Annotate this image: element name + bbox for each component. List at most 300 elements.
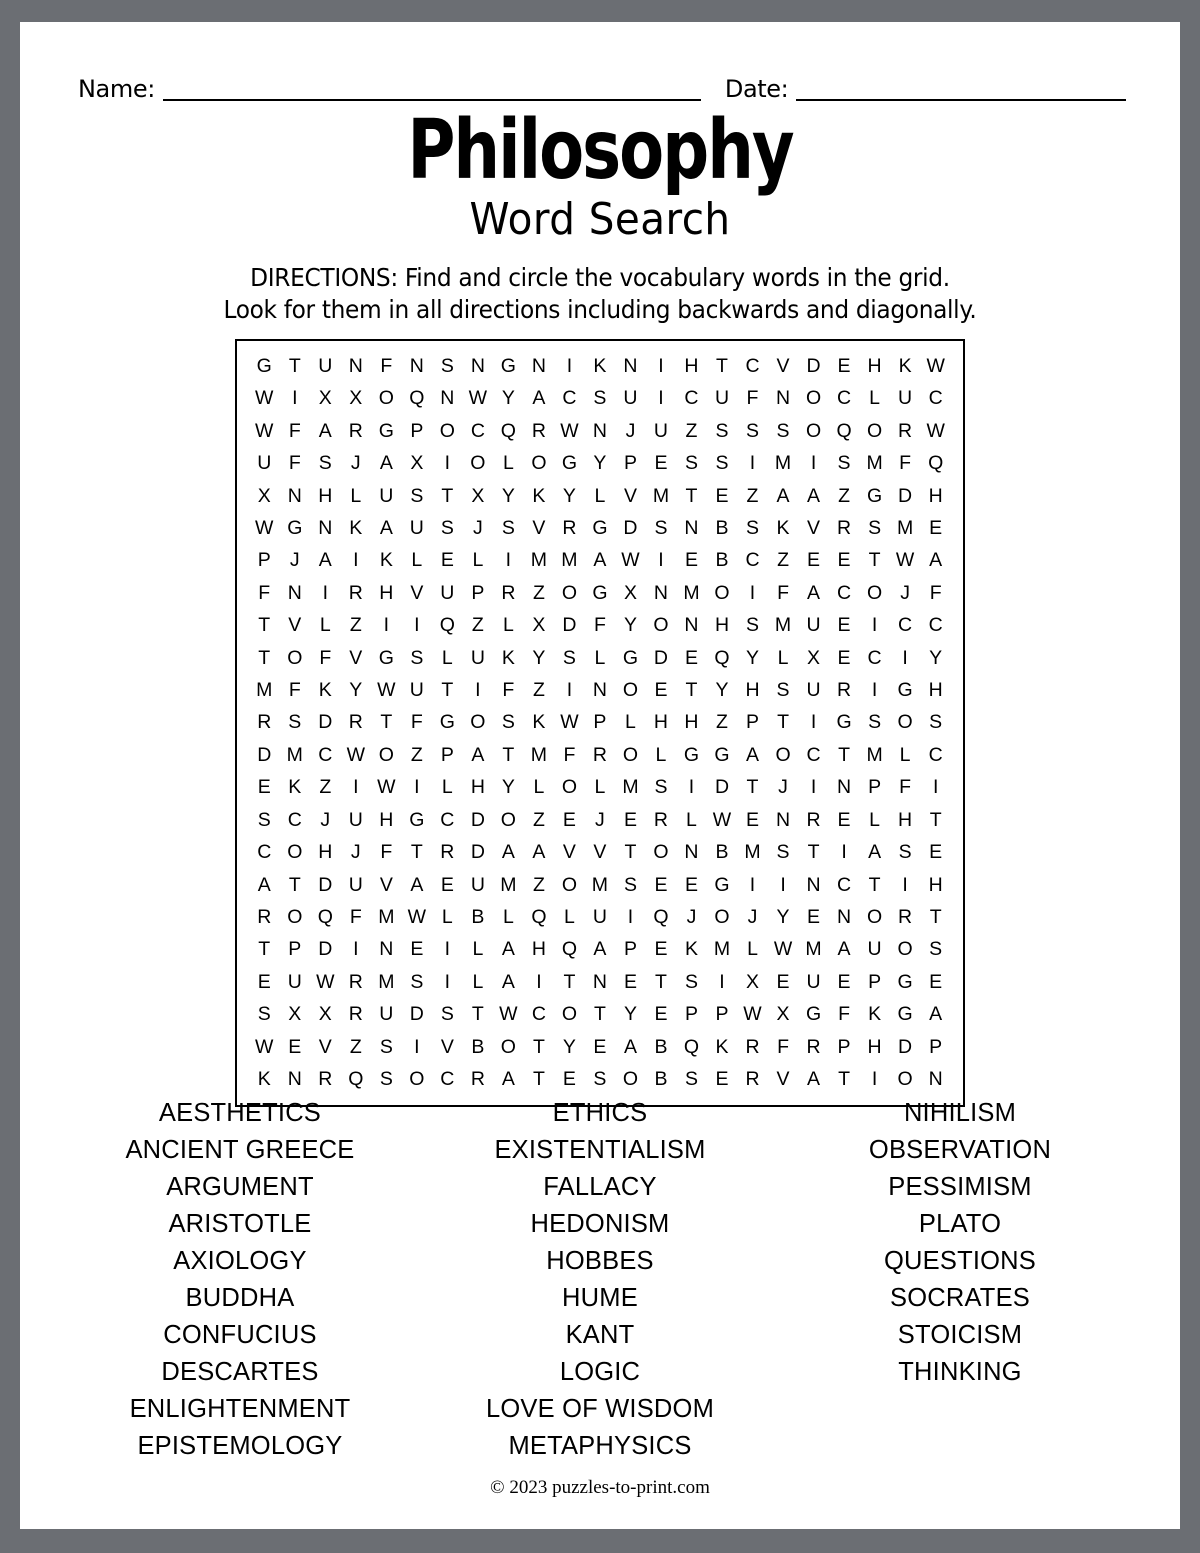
- letter-cell[interactable]: F: [777, 581, 789, 604]
- letter-cell[interactable]: U: [287, 970, 302, 993]
- letter-cell[interactable]: U: [409, 679, 424, 702]
- letter-cell[interactable]: R: [470, 1067, 485, 1090]
- letter-cell[interactable]: P: [471, 581, 485, 604]
- word-list-item[interactable]: SOCRATES: [890, 1284, 1030, 1312]
- letter-cell[interactable]: A: [593, 938, 607, 961]
- letter-cell[interactable]: D: [806, 355, 821, 377]
- letter-cell[interactable]: I: [353, 549, 359, 572]
- letter-cell[interactable]: E: [288, 1035, 302, 1058]
- letter-cell[interactable]: Z: [777, 549, 789, 572]
- letter-cell[interactable]: I: [719, 970, 725, 993]
- word-list-item[interactable]: HEDONISM: [530, 1210, 670, 1238]
- letter-cell[interactable]: S: [257, 1003, 271, 1026]
- letter-cell[interactable]: Z: [746, 484, 759, 507]
- letter-cell[interactable]: D: [318, 938, 333, 961]
- letter-cell[interactable]: A: [501, 1067, 515, 1090]
- letter-cell[interactable]: K: [898, 355, 912, 377]
- letter-cell[interactable]: H: [379, 581, 394, 604]
- letter-cell[interactable]: G: [378, 646, 394, 669]
- letter-cell[interactable]: Z: [838, 484, 851, 507]
- letter-cell[interactable]: D: [470, 808, 485, 831]
- letter-cell[interactable]: R: [562, 517, 577, 540]
- letter-cell[interactable]: A: [593, 549, 607, 572]
- letter-cell[interactable]: H: [928, 484, 943, 507]
- letter-cell[interactable]: U: [379, 484, 394, 507]
- letter-cell[interactable]: O: [287, 841, 303, 864]
- letter-cell[interactable]: F: [288, 419, 301, 442]
- letter-cell[interactable]: E: [654, 873, 668, 896]
- letter-cell[interactable]: F: [288, 452, 301, 475]
- letter-cell[interactable]: C: [440, 1067, 455, 1090]
- letter-cell[interactable]: N: [379, 938, 394, 961]
- letter-cell[interactable]: Z: [319, 776, 332, 799]
- letter-cell[interactable]: S: [715, 419, 729, 442]
- letter-cell[interactable]: G: [714, 873, 730, 896]
- letter-cell[interactable]: A: [807, 1067, 821, 1090]
- letter-cell[interactable]: U: [348, 808, 363, 831]
- letter-cell[interactable]: J: [350, 841, 361, 864]
- letter-cell[interactable]: F: [380, 355, 393, 377]
- letter-cell[interactable]: O: [622, 679, 639, 702]
- letter-cell[interactable]: L: [472, 970, 484, 993]
- letter-cell[interactable]: Z: [716, 711, 728, 734]
- letter-cell[interactable]: A: [868, 841, 882, 864]
- letter-cell[interactable]: S: [654, 776, 668, 799]
- letter-cell[interactable]: I: [627, 905, 634, 928]
- letter-cell[interactable]: M: [683, 581, 700, 604]
- letter-cell[interactable]: J: [472, 517, 483, 540]
- letter-cell[interactable]: X: [318, 387, 332, 410]
- letter-cell[interactable]: J: [350, 452, 361, 475]
- letter-cell[interactable]: T: [838, 743, 851, 766]
- letter-cell[interactable]: A: [837, 938, 851, 961]
- letter-cell[interactable]: W: [255, 517, 274, 540]
- letter-cell[interactable]: N: [684, 614, 699, 637]
- letter-cell[interactable]: X: [318, 1003, 332, 1026]
- letter-cell[interactable]: Q: [439, 614, 455, 637]
- letter-cell[interactable]: F: [349, 905, 362, 928]
- letter-cell[interactable]: R: [592, 743, 607, 766]
- letter-cell[interactable]: L: [411, 549, 423, 572]
- letter-cell[interactable]: A: [807, 484, 821, 507]
- letter-cell[interactable]: N: [440, 387, 455, 410]
- letter-cell[interactable]: S: [746, 419, 760, 442]
- letter-cell[interactable]: O: [500, 1035, 516, 1058]
- letter-cell[interactable]: M: [378, 905, 395, 928]
- letter-cell[interactable]: B: [654, 1035, 668, 1058]
- letter-cell[interactable]: O: [653, 841, 669, 864]
- letter-cell[interactable]: X: [807, 646, 821, 669]
- letter-cell[interactable]: F: [899, 776, 912, 799]
- letter-cell[interactable]: C: [898, 614, 913, 637]
- letter-cell[interactable]: G: [500, 355, 516, 377]
- letter-cell[interactable]: G: [683, 743, 700, 766]
- letter-cell[interactable]: V: [440, 1035, 454, 1058]
- letter-cell[interactable]: Y: [623, 614, 637, 637]
- letter-cell[interactable]: V: [562, 841, 576, 864]
- letter-cell[interactable]: M: [866, 452, 883, 475]
- letter-cell[interactable]: R: [257, 905, 272, 928]
- letter-cell[interactable]: H: [928, 873, 943, 896]
- letter-cell[interactable]: L: [899, 743, 911, 766]
- word-list-item[interactable]: METAPHYSICS: [508, 1432, 692, 1460]
- word-list-item[interactable]: LOGIC: [559, 1358, 641, 1386]
- letter-cell[interactable]: D: [562, 614, 577, 637]
- letter-cell[interactable]: Q: [531, 905, 547, 928]
- letter-cell[interactable]: M: [530, 743, 548, 766]
- letter-cell[interactable]: I: [749, 581, 756, 604]
- letter-cell[interactable]: E: [807, 905, 821, 928]
- letter-cell[interactable]: E: [684, 549, 698, 572]
- letter-cell[interactable]: O: [805, 419, 822, 442]
- letter-cell[interactable]: Y: [562, 484, 576, 507]
- letter-cell[interactable]: R: [745, 1035, 760, 1058]
- letter-cell[interactable]: I: [505, 549, 512, 572]
- letter-cell[interactable]: P: [746, 711, 760, 734]
- letter-cell[interactable]: H: [928, 679, 943, 702]
- word-search-grid[interactable]: [235, 339, 965, 1107]
- letter-cell[interactable]: Y: [623, 1003, 637, 1026]
- letter-cell[interactable]: O: [439, 419, 455, 442]
- letter-cell[interactable]: M: [805, 938, 822, 961]
- letter-cell[interactable]: O: [897, 711, 913, 734]
- letter-cell[interactable]: O: [287, 646, 303, 669]
- letter-cell[interactable]: L: [441, 905, 453, 928]
- letter-cell[interactable]: D: [714, 776, 730, 799]
- letter-cell[interactable]: N: [775, 808, 791, 831]
- letter-cell[interactable]: A: [623, 1035, 637, 1058]
- letter-cell[interactable]: U: [806, 614, 821, 637]
- letter-cell[interactable]: C: [562, 387, 577, 410]
- letter-cell[interactable]: N: [287, 581, 302, 604]
- letter-cell[interactable]: V: [593, 841, 607, 864]
- letter-cell[interactable]: S: [746, 517, 760, 540]
- letter-cell[interactable]: A: [532, 387, 546, 410]
- letter-cell[interactable]: S: [593, 1067, 607, 1090]
- letter-cell[interactable]: T: [807, 841, 820, 864]
- letter-cell[interactable]: C: [928, 387, 943, 410]
- letter-cell[interactable]: P: [684, 1003, 698, 1026]
- letter-cell[interactable]: P: [257, 549, 271, 572]
- letter-cell[interactable]: Y: [776, 905, 790, 928]
- letter-cell[interactable]: N: [409, 355, 424, 377]
- letter-cell[interactable]: O: [897, 1067, 913, 1090]
- letter-cell[interactable]: I: [749, 452, 756, 475]
- letter-cell[interactable]: A: [929, 549, 943, 572]
- word-list-item[interactable]: BUDDHA: [185, 1284, 295, 1312]
- letter-cell[interactable]: A: [379, 517, 393, 540]
- letter-cell[interactable]: M: [591, 873, 609, 896]
- letter-cell[interactable]: N: [348, 355, 363, 377]
- letter-cell[interactable]: J: [900, 581, 910, 604]
- letter-cell[interactable]: W: [316, 970, 335, 993]
- letter-cell[interactable]: K: [501, 646, 515, 669]
- letter-cell[interactable]: J: [320, 808, 331, 831]
- letter-cell[interactable]: W: [377, 776, 396, 799]
- letter-cell[interactable]: A: [501, 841, 515, 864]
- letter-cell[interactable]: B: [471, 1035, 485, 1058]
- letter-cell[interactable]: T: [441, 484, 454, 507]
- letter-cell[interactable]: P: [593, 711, 607, 734]
- word-list-item[interactable]: ANCIENT GREECE: [125, 1136, 355, 1164]
- letter-cell[interactable]: B: [715, 549, 729, 572]
- letter-cell[interactable]: Z: [532, 581, 545, 604]
- letter-cell[interactable]: S: [837, 452, 851, 475]
- letter-cell[interactable]: X: [471, 484, 485, 507]
- letter-cell[interactable]: I: [688, 776, 695, 799]
- letter-cell[interactable]: X: [776, 1003, 790, 1026]
- letter-cell[interactable]: T: [532, 1035, 545, 1058]
- letter-cell[interactable]: M: [530, 549, 548, 572]
- name-write-line[interactable]: [163, 99, 701, 101]
- letter-cell[interactable]: O: [561, 1003, 577, 1026]
- letter-cell[interactable]: O: [409, 1067, 425, 1090]
- letter-cell[interactable]: S: [440, 1003, 454, 1026]
- letter-cell[interactable]: S: [776, 679, 790, 702]
- letter-cell[interactable]: D: [653, 646, 668, 669]
- letter-cell[interactable]: V: [776, 1067, 790, 1090]
- letter-cell[interactable]: A: [501, 938, 515, 961]
- letter-cell[interactable]: W: [255, 1035, 274, 1058]
- letter-cell[interactable]: F: [593, 614, 606, 637]
- letter-cell[interactable]: R: [348, 1003, 363, 1026]
- letter-cell[interactable]: C: [928, 614, 943, 637]
- letter-cell[interactable]: G: [897, 1003, 913, 1026]
- letter-cell[interactable]: I: [414, 776, 420, 799]
- letter-cell[interactable]: E: [929, 970, 943, 993]
- letter-cell[interactable]: A: [410, 873, 424, 896]
- letter-cell[interactable]: O: [714, 581, 730, 604]
- letter-cell[interactable]: R: [257, 711, 272, 734]
- letter-cell[interactable]: E: [837, 808, 851, 831]
- letter-cell[interactable]: X: [410, 452, 424, 475]
- letter-cell[interactable]: O: [653, 614, 669, 637]
- letter-cell[interactable]: I: [475, 679, 481, 702]
- letter-cell[interactable]: I: [383, 614, 390, 637]
- word-list-item[interactable]: KANT: [565, 1321, 635, 1349]
- letter-cell[interactable]: U: [623, 387, 638, 410]
- letter-cell[interactable]: T: [441, 679, 454, 702]
- letter-cell[interactable]: U: [653, 419, 668, 442]
- letter-cell[interactable]: N: [470, 355, 485, 377]
- word-list-item[interactable]: STOICISM: [897, 1321, 1023, 1349]
- word-list-item[interactable]: AESTHETICS: [158, 1099, 322, 1127]
- word-list-item[interactable]: AXIOLOGY: [173, 1247, 307, 1275]
- letter-cell[interactable]: V: [349, 646, 363, 669]
- letter-cell[interactable]: U: [898, 387, 913, 410]
- letter-cell[interactable]: W: [468, 387, 488, 410]
- letter-cell[interactable]: S: [746, 614, 760, 637]
- letter-cell[interactable]: I: [749, 873, 756, 896]
- letter-cell[interactable]: R: [318, 1067, 333, 1090]
- letter-cell[interactable]: U: [409, 517, 424, 540]
- letter-cell[interactable]: A: [807, 581, 821, 604]
- letter-cell[interactable]: C: [928, 743, 943, 766]
- letter-cell[interactable]: C: [531, 1003, 546, 1026]
- letter-cell[interactable]: W: [712, 808, 732, 831]
- letter-cell[interactable]: U: [592, 905, 607, 928]
- letter-cell[interactable]: G: [836, 711, 852, 734]
- letter-cell[interactable]: M: [896, 517, 914, 540]
- letter-cell[interactable]: R: [348, 419, 363, 442]
- letter-cell[interactable]: L: [533, 776, 545, 799]
- letter-cell[interactable]: I: [414, 1035, 420, 1058]
- letter-cell[interactable]: M: [652, 484, 670, 507]
- word-list-item[interactable]: HUME: [562, 1284, 638, 1312]
- letter-cell[interactable]: S: [501, 517, 515, 540]
- word-list-item[interactable]: DESCARTES: [161, 1358, 319, 1386]
- letter-cell[interactable]: T: [868, 549, 881, 572]
- letter-cell[interactable]: W: [255, 419, 274, 442]
- letter-cell[interactable]: R: [653, 808, 668, 831]
- letter-cell[interactable]: L: [472, 938, 484, 961]
- letter-cell[interactable]: C: [318, 743, 333, 766]
- letter-cell[interactable]: I: [902, 873, 908, 896]
- letter-cell[interactable]: T: [655, 970, 667, 993]
- letter-cell[interactable]: R: [348, 970, 363, 993]
- letter-cell[interactable]: P: [288, 938, 302, 961]
- letter-cell[interactable]: O: [561, 581, 577, 604]
- letter-cell[interactable]: S: [257, 808, 271, 831]
- letter-cell[interactable]: J: [778, 776, 788, 799]
- letter-cell[interactable]: T: [258, 938, 271, 961]
- letter-cell[interactable]: L: [563, 905, 575, 928]
- letter-cell[interactable]: C: [837, 387, 852, 410]
- letter-cell[interactable]: N: [531, 355, 546, 377]
- letter-cell[interactable]: M: [866, 743, 883, 766]
- letter-cell[interactable]: U: [470, 873, 485, 896]
- letter-cell[interactable]: K: [318, 679, 332, 702]
- letter-cell[interactable]: E: [410, 938, 424, 961]
- letter-cell[interactable]: M: [256, 679, 273, 702]
- letter-cell[interactable]: I: [658, 355, 664, 377]
- letter-cell[interactable]: L: [319, 614, 331, 637]
- letter-cell[interactable]: C: [287, 808, 302, 831]
- letter-cell[interactable]: V: [623, 484, 637, 507]
- letter-cell[interactable]: G: [256, 355, 272, 377]
- letter-cell[interactable]: Y: [746, 646, 760, 669]
- letter-cell[interactable]: M: [286, 743, 303, 766]
- letter-cell[interactable]: Q: [500, 419, 516, 442]
- letter-cell[interactable]: S: [318, 452, 332, 475]
- word-list-item[interactable]: CONFUCIUS: [163, 1321, 317, 1349]
- letter-cell[interactable]: W: [377, 679, 396, 702]
- letter-cell[interactable]: K: [684, 938, 698, 961]
- letter-grid-table[interactable]: [249, 350, 951, 1095]
- letter-cell[interactable]: F: [380, 841, 393, 864]
- letter-cell[interactable]: S: [654, 517, 668, 540]
- letter-cell[interactable]: M: [378, 970, 395, 993]
- letter-cell[interactable]: G: [714, 743, 730, 766]
- letter-cell[interactable]: R: [501, 581, 516, 604]
- word-list-item[interactable]: ARISTOTLE: [168, 1210, 312, 1238]
- letter-cell[interactable]: O: [866, 581, 883, 604]
- letter-cell[interactable]: L: [625, 711, 636, 734]
- letter-cell[interactable]: C: [684, 387, 699, 410]
- letter-cell[interactable]: R: [898, 905, 913, 928]
- letter-cell[interactable]: L: [594, 646, 606, 669]
- letter-cell[interactable]: U: [348, 873, 363, 896]
- letter-cell[interactable]: T: [929, 808, 942, 831]
- word-list-item[interactable]: PLATO: [918, 1210, 1002, 1238]
- letter-cell[interactable]: N: [684, 517, 699, 540]
- letter-cell[interactable]: B: [715, 517, 729, 540]
- letter-cell[interactable]: V: [318, 1035, 332, 1058]
- letter-cell[interactable]: W: [407, 905, 427, 928]
- letter-cell[interactable]: P: [837, 1035, 851, 1058]
- letter-cell[interactable]: S: [684, 1067, 698, 1090]
- letter-cell[interactable]: S: [440, 517, 454, 540]
- letter-cell[interactable]: T: [593, 1003, 606, 1026]
- letter-cell[interactable]: Q: [317, 905, 333, 928]
- letter-cell[interactable]: D: [470, 841, 485, 864]
- letter-cell[interactable]: I: [810, 452, 817, 475]
- letter-cell[interactable]: N: [775, 387, 791, 410]
- letter-cell[interactable]: W: [255, 387, 274, 410]
- letter-cell[interactable]: S: [410, 970, 424, 993]
- letter-cell[interactable]: D: [409, 1003, 424, 1026]
- letter-cell[interactable]: U: [806, 679, 821, 702]
- letter-cell[interactable]: Q: [683, 1035, 700, 1058]
- letter-cell[interactable]: S: [562, 646, 576, 669]
- letter-cell[interactable]: J: [289, 549, 300, 572]
- letter-cell[interactable]: I: [353, 776, 359, 799]
- letter-cell[interactable]: R: [440, 841, 455, 864]
- word-list-item[interactable]: THINKING: [898, 1358, 1022, 1386]
- letter-cell[interactable]: K: [593, 355, 607, 377]
- letter-cell[interactable]: T: [258, 646, 271, 669]
- letter-cell[interactable]: G: [409, 808, 425, 831]
- letter-cell[interactable]: T: [288, 873, 301, 896]
- letter-cell[interactable]: A: [318, 549, 332, 572]
- letter-cell[interactable]: P: [868, 776, 882, 799]
- letter-cell[interactable]: I: [353, 938, 359, 961]
- letter-cell[interactable]: I: [932, 776, 939, 799]
- letter-cell[interactable]: F: [258, 581, 271, 604]
- letter-cell[interactable]: T: [532, 1067, 545, 1090]
- letter-cell[interactable]: Y: [562, 1035, 576, 1058]
- letter-cell[interactable]: D: [898, 1035, 913, 1058]
- letter-cell[interactable]: H: [684, 711, 699, 734]
- letter-cell[interactable]: I: [871, 614, 878, 637]
- letter-cell[interactable]: E: [837, 549, 851, 572]
- letter-cell[interactable]: R: [531, 419, 546, 442]
- letter-cell[interactable]: I: [780, 873, 786, 896]
- letter-cell[interactable]: E: [715, 1067, 729, 1090]
- letter-cell[interactable]: O: [378, 387, 394, 410]
- letter-cell[interactable]: K: [532, 711, 546, 734]
- letter-cell[interactable]: C: [806, 743, 821, 766]
- letter-cell[interactable]: H: [867, 1035, 882, 1058]
- letter-cell[interactable]: E: [257, 970, 271, 993]
- date-write-line[interactable]: [796, 99, 1126, 101]
- letter-cell[interactable]: H: [318, 841, 333, 864]
- letter-cell[interactable]: P: [715, 1003, 729, 1026]
- letter-cell[interactable]: J: [686, 905, 697, 928]
- letter-cell[interactable]: N: [318, 517, 333, 540]
- letter-cell[interactable]: T: [563, 970, 576, 993]
- letter-cell[interactable]: Q: [409, 387, 425, 410]
- letter-cell[interactable]: Z: [685, 419, 698, 442]
- letter-cell[interactable]: R: [806, 808, 821, 831]
- letter-cell[interactable]: I: [536, 970, 542, 993]
- letter-cell[interactable]: Y: [501, 387, 515, 410]
- letter-cell[interactable]: Y: [593, 452, 607, 475]
- letter-cell[interactable]: S: [379, 1035, 393, 1058]
- letter-cell[interactable]: U: [318, 355, 333, 377]
- word-list-item[interactable]: ETHICS: [552, 1099, 648, 1127]
- letter-cell[interactable]: D: [318, 711, 333, 734]
